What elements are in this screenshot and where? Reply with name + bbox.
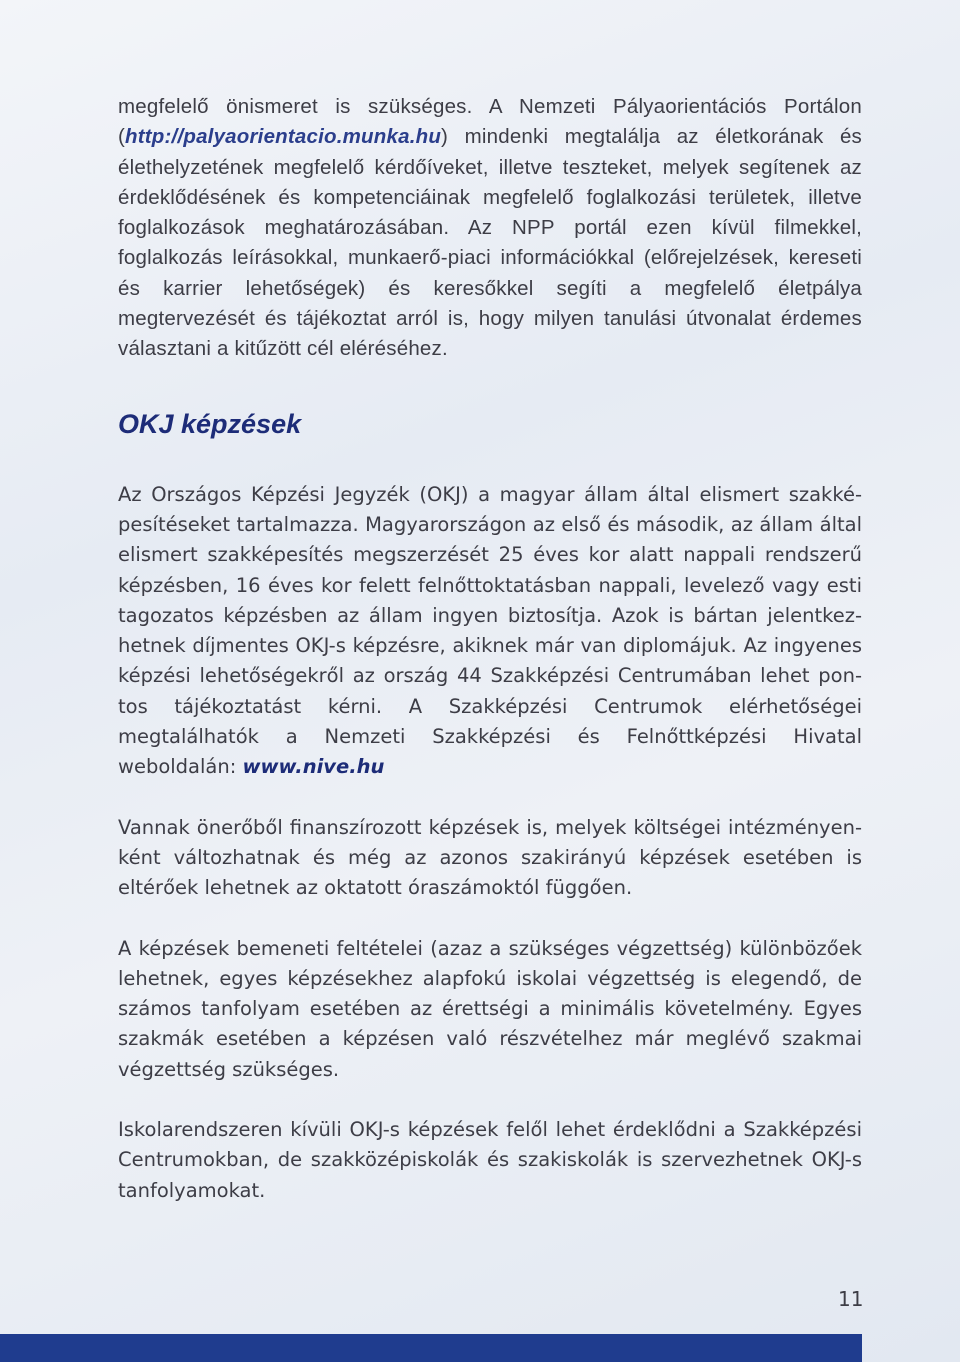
paragraph-okj-text: Az Országos Képzési Jegyzék (OKJ) a magyar állam által elismert szakképesítéseket tartalmazza. Magyarországon az első és második, az állam által elismert szakképesítés megszerzését 25 éves kor alatt nappali rendszerű képzésben, 16 éves kor felett felnőttoktatásban nappali, levelező vagy esti tagozatos képzésben az állam ingyen biztosítja. Azok is bártan jelentkezhetnek díjmentes OKJ-s képzésre, akiknek már van diplomájuk. Az ingyenes képzési lehetőségekről az ország 44 Szakképzési Centrumában lehet pontos tájékoztatást kérni. A Szakképzési Centrumok elérhetőségei megtalálhatók a Nemzeti Szakképzési és Felnőttképzési Hivatal weboldalán: [118, 482, 862, 779]
section-heading-okj: OKJ képzések [118, 408, 302, 439]
paragraph-okj [118, 480, 862, 783]
paragraph-entry-requirements: A képzések bemeneti feltételei (azaz a szükséges végzettség) különbözőek lehetnek, egyes képzésekhez alapfokú iskolai végzettség is elegendő, de számos tanfolyam esetében az érettségi a minimális követelmény. Egyes szakmák esetében a képzésen való részvételhez már meglévő szakmai végzettség szükséges. [118, 936, 862, 1081]
page-number: 11 [838, 1287, 864, 1311]
paragraph-npp-rest-text: Az NPP portál ezen kívül filmekkel, foglalkozás leírásokkal, munkaerő-piaci információkkal (előrejelzések, kereseti és karrier lehetőségek) és keresőkkel segíti a megfelelő életpálya megtervezését és tájékoztat arról is, hogy milyen tanulási útvonalat érdemes választani a kitűzött cél eléréséhez. [118, 216, 862, 361]
paragraph-npp-intro-text: megfelelő önismeret is szükséges. A Nemzeti Pályaorientációs Portálon ( [118, 95, 862, 149]
footer-bar [0, 1334, 862, 1362]
paragraph-self-funded: Vannak önerőből finanszírozott képzések is, melyek költségei intézményenként változhatnak és még az azonos szakirányú képzések esetében is eltérőek lehetnek az oktatott óraszámoktól függően. [118, 815, 862, 900]
paragraph-npp-after-link-text: ) mindenki megtalálja az életkorának és élethelyzetének megfelelő kérdőíveket, illetve teszteket, melyek segítenek az érdeklődésének és kompetenciáinak megfelelő foglalkozási területek, illetve foglalkozások meghatározásában. [118, 125, 862, 240]
nive-link[interactable]: www.nive.hu [242, 755, 385, 779]
page-content [118, 92, 862, 1206]
portal-link[interactable]: http://palyaorientacio.munka.hu [125, 125, 442, 149]
paragraph-npp-portal [118, 92, 862, 365]
paragraph-non-school-courses: Iskolarendszeren kívüli OKJ-s képzések felől lehet érdeklődni a Szakképzési Centrumokban, de szakközépiskolák és szakiskolák is szervezhetnek OKJ-s tanfolyamokat. [118, 1118, 862, 1202]
